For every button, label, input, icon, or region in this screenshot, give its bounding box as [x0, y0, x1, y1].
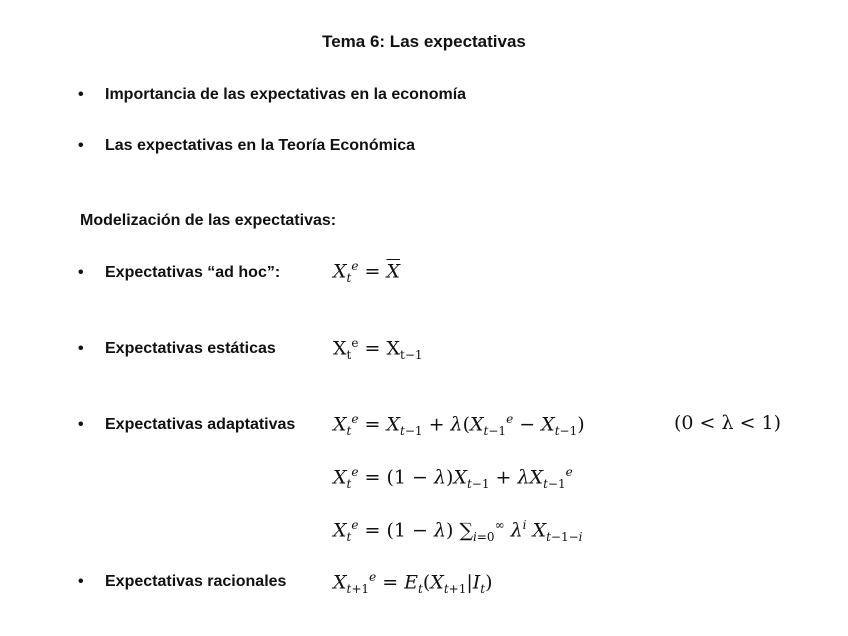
model-label-ad-hoc: Expectativas “ad hoc”:	[105, 264, 281, 281]
bullet: •	[78, 340, 84, 357]
formula-adaptive-3: $X_t^e = (1 - \lambda)$ $\sum_{i=0}^\infty$ $\lambda^i$ $X_{t-1-i}$	[333, 518, 583, 545]
intro-item: Importancia de las expectativas en la economía	[105, 86, 467, 103]
bullet: •	[78, 416, 84, 433]
lambda-condition: (0 < λ < 1)	[674, 412, 782, 434]
model-label-adaptive: Expectativas adaptativas	[105, 416, 296, 433]
section-heading: Modelización de las expectativas:	[80, 212, 337, 229]
formula-adaptive-1: $X_t^e = X_{t-1} + \lambda(X_{t-1}^e - X_{t-1})$	[333, 412, 585, 439]
page-title: Tema 6: Las expectativas	[322, 32, 526, 51]
model-label-rational: Expectativas racionales	[105, 573, 287, 590]
formula-static: $X_t^e = X_{t-1}$	[333, 336, 423, 363]
formula-rational: $X_{t+1}^e = E_t(X_{t+1}|I_t)$	[333, 570, 493, 597]
bullet: •	[78, 86, 84, 103]
model-label-static: Expectativas estáticas	[105, 340, 276, 357]
bullet: •	[78, 264, 84, 281]
bullet: •	[78, 137, 84, 154]
bullet: •	[78, 573, 84, 590]
intro-item: Las expectativas en la Teoría Económica	[105, 137, 416, 154]
formula-adaptive-2: $X_t^e = (1 - \lambda)X_{t-1} + \lambda X_{t-1}^e$	[333, 465, 573, 492]
formula-ad-hoc: $X_t^e = \overline{X}$	[333, 259, 400, 286]
